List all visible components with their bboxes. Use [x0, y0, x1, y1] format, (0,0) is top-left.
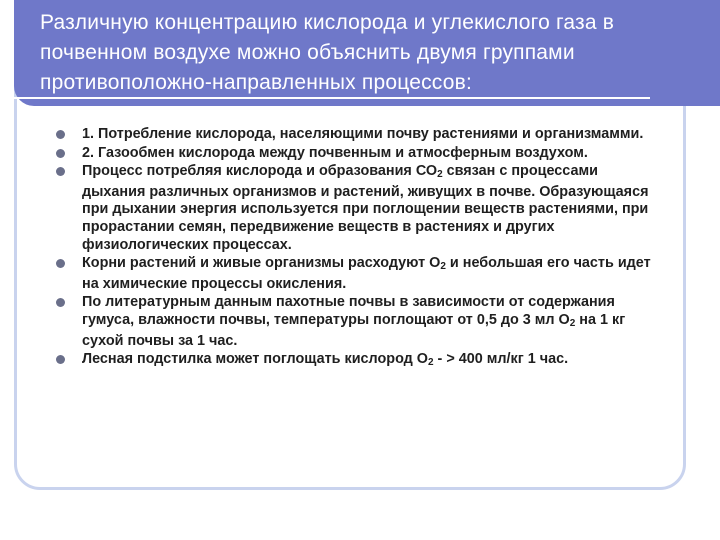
title-underline	[14, 97, 650, 99]
bullet-text-post: на 1 кг сухой почвы за 1 час.	[82, 311, 626, 349]
bullet-item-4	[56, 255, 662, 293]
bullet-text: 1. Потребление кислорода, населяющими почву растениями и организмамми.	[82, 126, 644, 142]
subscript: 2	[428, 357, 434, 369]
bullet-item-6	[56, 351, 662, 372]
bullet-dot-icon	[56, 130, 65, 139]
bullet-item-5	[56, 294, 662, 350]
bullet-text-pre: Процесс потребляя кислорода и образования СО	[82, 163, 438, 180]
slide-title: Различную концентрацию кислорода и углекислого газа в почвенном воздухе можно объяснить двумя группами противоположно-направленных процессов:	[40, 11, 615, 94]
bullet-dot-icon	[56, 167, 65, 176]
title-bar	[14, 0, 720, 106]
bullet-text-post: связан с процессами дыхания различных организмов и растений, живущих в почве. Образующаяся при дыхании энергия используется при поглощении веществ растениями, при прорастании семян, передвижение веществ в растениях и других физиологических процессах.	[82, 163, 649, 253]
right-strip	[686, 0, 720, 106]
bullet-item-1	[56, 126, 662, 144]
bullet-dot-icon	[56, 149, 65, 158]
bullet-text-pre: Лесная подстилка может поглощать кислород О	[82, 351, 428, 368]
bullet-text-pre: По литературным данным пахотные почвы в зависимости от содержания гумуса, влажности почвы, температуры поглощают от 0,5 до 3 мл О	[82, 294, 615, 328]
bullet-text-pre: Корни растений и живые организмы расходуют О	[82, 255, 441, 272]
bullet-item-3	[56, 163, 662, 254]
bullet-item-2	[56, 145, 662, 163]
bullet-dot-icon	[56, 259, 65, 268]
bullet-text-post: и небольшая его часть идет на химические процессы окисления.	[82, 255, 651, 292]
subscript: 2	[440, 261, 446, 273]
bullet-dot-icon	[56, 298, 65, 307]
subscript: 2	[437, 169, 443, 181]
bullet-text: 2. Газообмен кислорода между почвенным и атмосферным воздухом.	[82, 144, 588, 161]
bullet-text-post: - > 400 мл/кг 1 час.	[433, 351, 569, 368]
bullet-dot-icon	[56, 355, 65, 364]
subscript: 2	[569, 317, 576, 329]
bullet-list	[56, 126, 662, 373]
